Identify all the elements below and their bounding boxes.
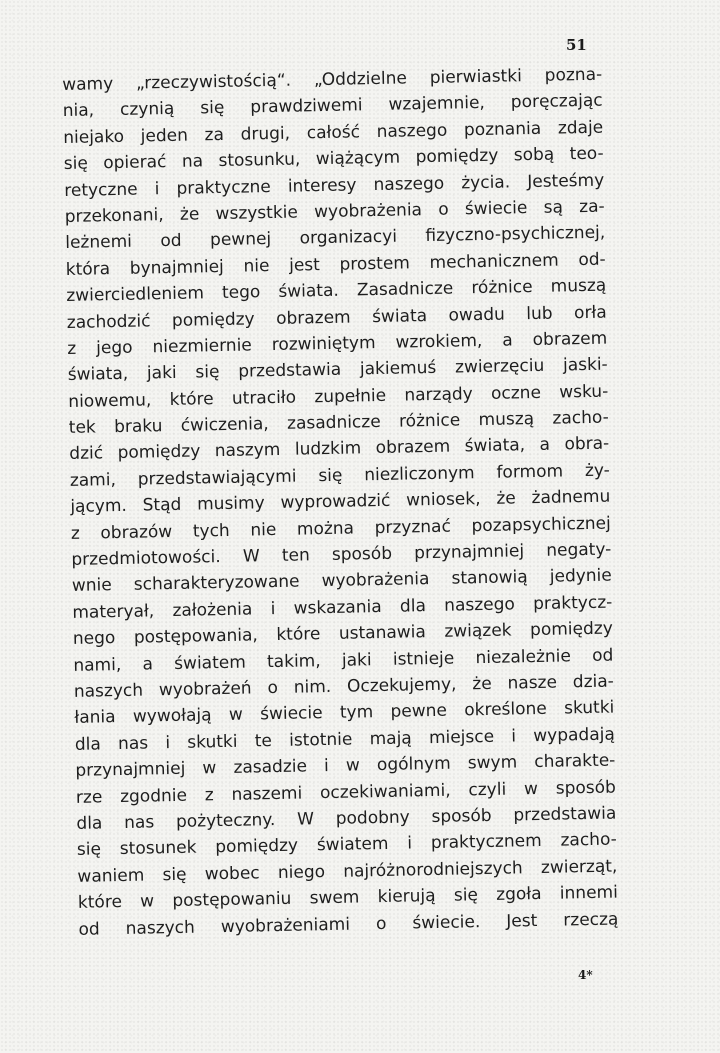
text-line: naszych wyobrażeń o nim. Oczekujemy, że nasze dzia-	[73, 671, 614, 702]
text-line: się stosunek pomiędzy światem i praktycznem zacho-	[76, 829, 618, 861]
text-line: łania wywołają w świecie tym pewne określone skutki	[74, 697, 615, 729]
text-line: materyał, założenia i wskazania dla naszego praktycz-	[72, 592, 613, 623]
text-line: leżnemi od pewnej organizacyi fizyczno-psychicznej,	[65, 222, 606, 254]
text-line: przekonani, że wszystkie wyobrażenia o świecie są za-	[64, 196, 605, 227]
printer-signature-mark: 4*	[578, 968, 593, 982]
text-line: zwierciedleniem tego świata. Zasadnicze różnice muszą	[66, 275, 607, 307]
text-line: zachodzić pomiędzy obrazem świata owadu lub orła	[66, 302, 607, 333]
text-line: wnie scharakteryzowane wyobrażenia stanowią jedynie	[71, 565, 612, 597]
text-line: waniem się wobec niego najróżnorodniejszych zwierząt,	[77, 856, 618, 887]
text-line: nego postępowania, które ustanawia związek pomiędzy	[72, 618, 613, 650]
text-line: przedmiotowości. W ten sposób przynajmniej negaty-	[71, 539, 612, 570]
text-line: przynajmniej w zasadzie i w ogólnym swym charakte-	[75, 750, 616, 782]
text-line: się opierać na stosunku, wiążącym pomiędzy sobą teo-	[63, 143, 604, 175]
text-line: niejako jeden za drugi, całość naszego poznania zdaje	[63, 117, 604, 148]
text-line: nia, czynią się prawdziwemi wzajemnie, poręczając	[62, 91, 603, 122]
text-line: dla nas i skutki te istotnie mają miejsce i wypadają	[74, 724, 616, 755]
text-line: dla nas pożyteczny. W podobny sposób przedstawia	[76, 803, 617, 834]
text-line: z obrazów tych nie można przyznać pozapsychicznej	[70, 513, 611, 544]
text-line: wamy „rzeczywistością“. „Oddzielne pierwiastki pozna-	[62, 64, 603, 95]
text-line: niowemu, które utraciło zupełnie narządy oczne wsku-	[68, 381, 609, 412]
text-line: która bynajmniej nie jest prostem mechanicznem od-	[65, 249, 606, 280]
body-text	[62, 62, 619, 943]
text-line: dzić pomiędzy naszym ludzkim obrazem świata, a obra-	[69, 434, 610, 465]
text-line: nami, a światem takim, jaki istnieje niezależnie od	[73, 645, 614, 676]
text-line: rze zgodnie z naszemi oczekiwaniami, czyli w sposób	[75, 777, 617, 808]
text-line: od naszych wyobrażeniami o świecie. Jest rzeczą	[78, 908, 619, 940]
text-line: retyczne i praktyczne interesy naszego życia. Jesteśmy	[64, 170, 605, 201]
text-line: tek braku ćwiczenia, zasadnicze różnice muszą zacho-	[68, 407, 609, 439]
text-line: z jego niezmiernie rozwiniętym wzrokiem, a obrazem	[67, 328, 608, 359]
page-number: 51	[566, 36, 587, 54]
text-line: jącym. Stąd musimy wyprowadzić wniosek, że żadnemu	[70, 486, 611, 518]
text-line: zami, przedstawiającymi się niezliczonym formom ży-	[69, 460, 610, 491]
text-line: które w postępowaniu swem kierują się zgoła innemi	[77, 882, 619, 913]
text-line: świata, jaki się przedstawia jakiemuś zwierzęciu jaski-	[67, 354, 608, 386]
